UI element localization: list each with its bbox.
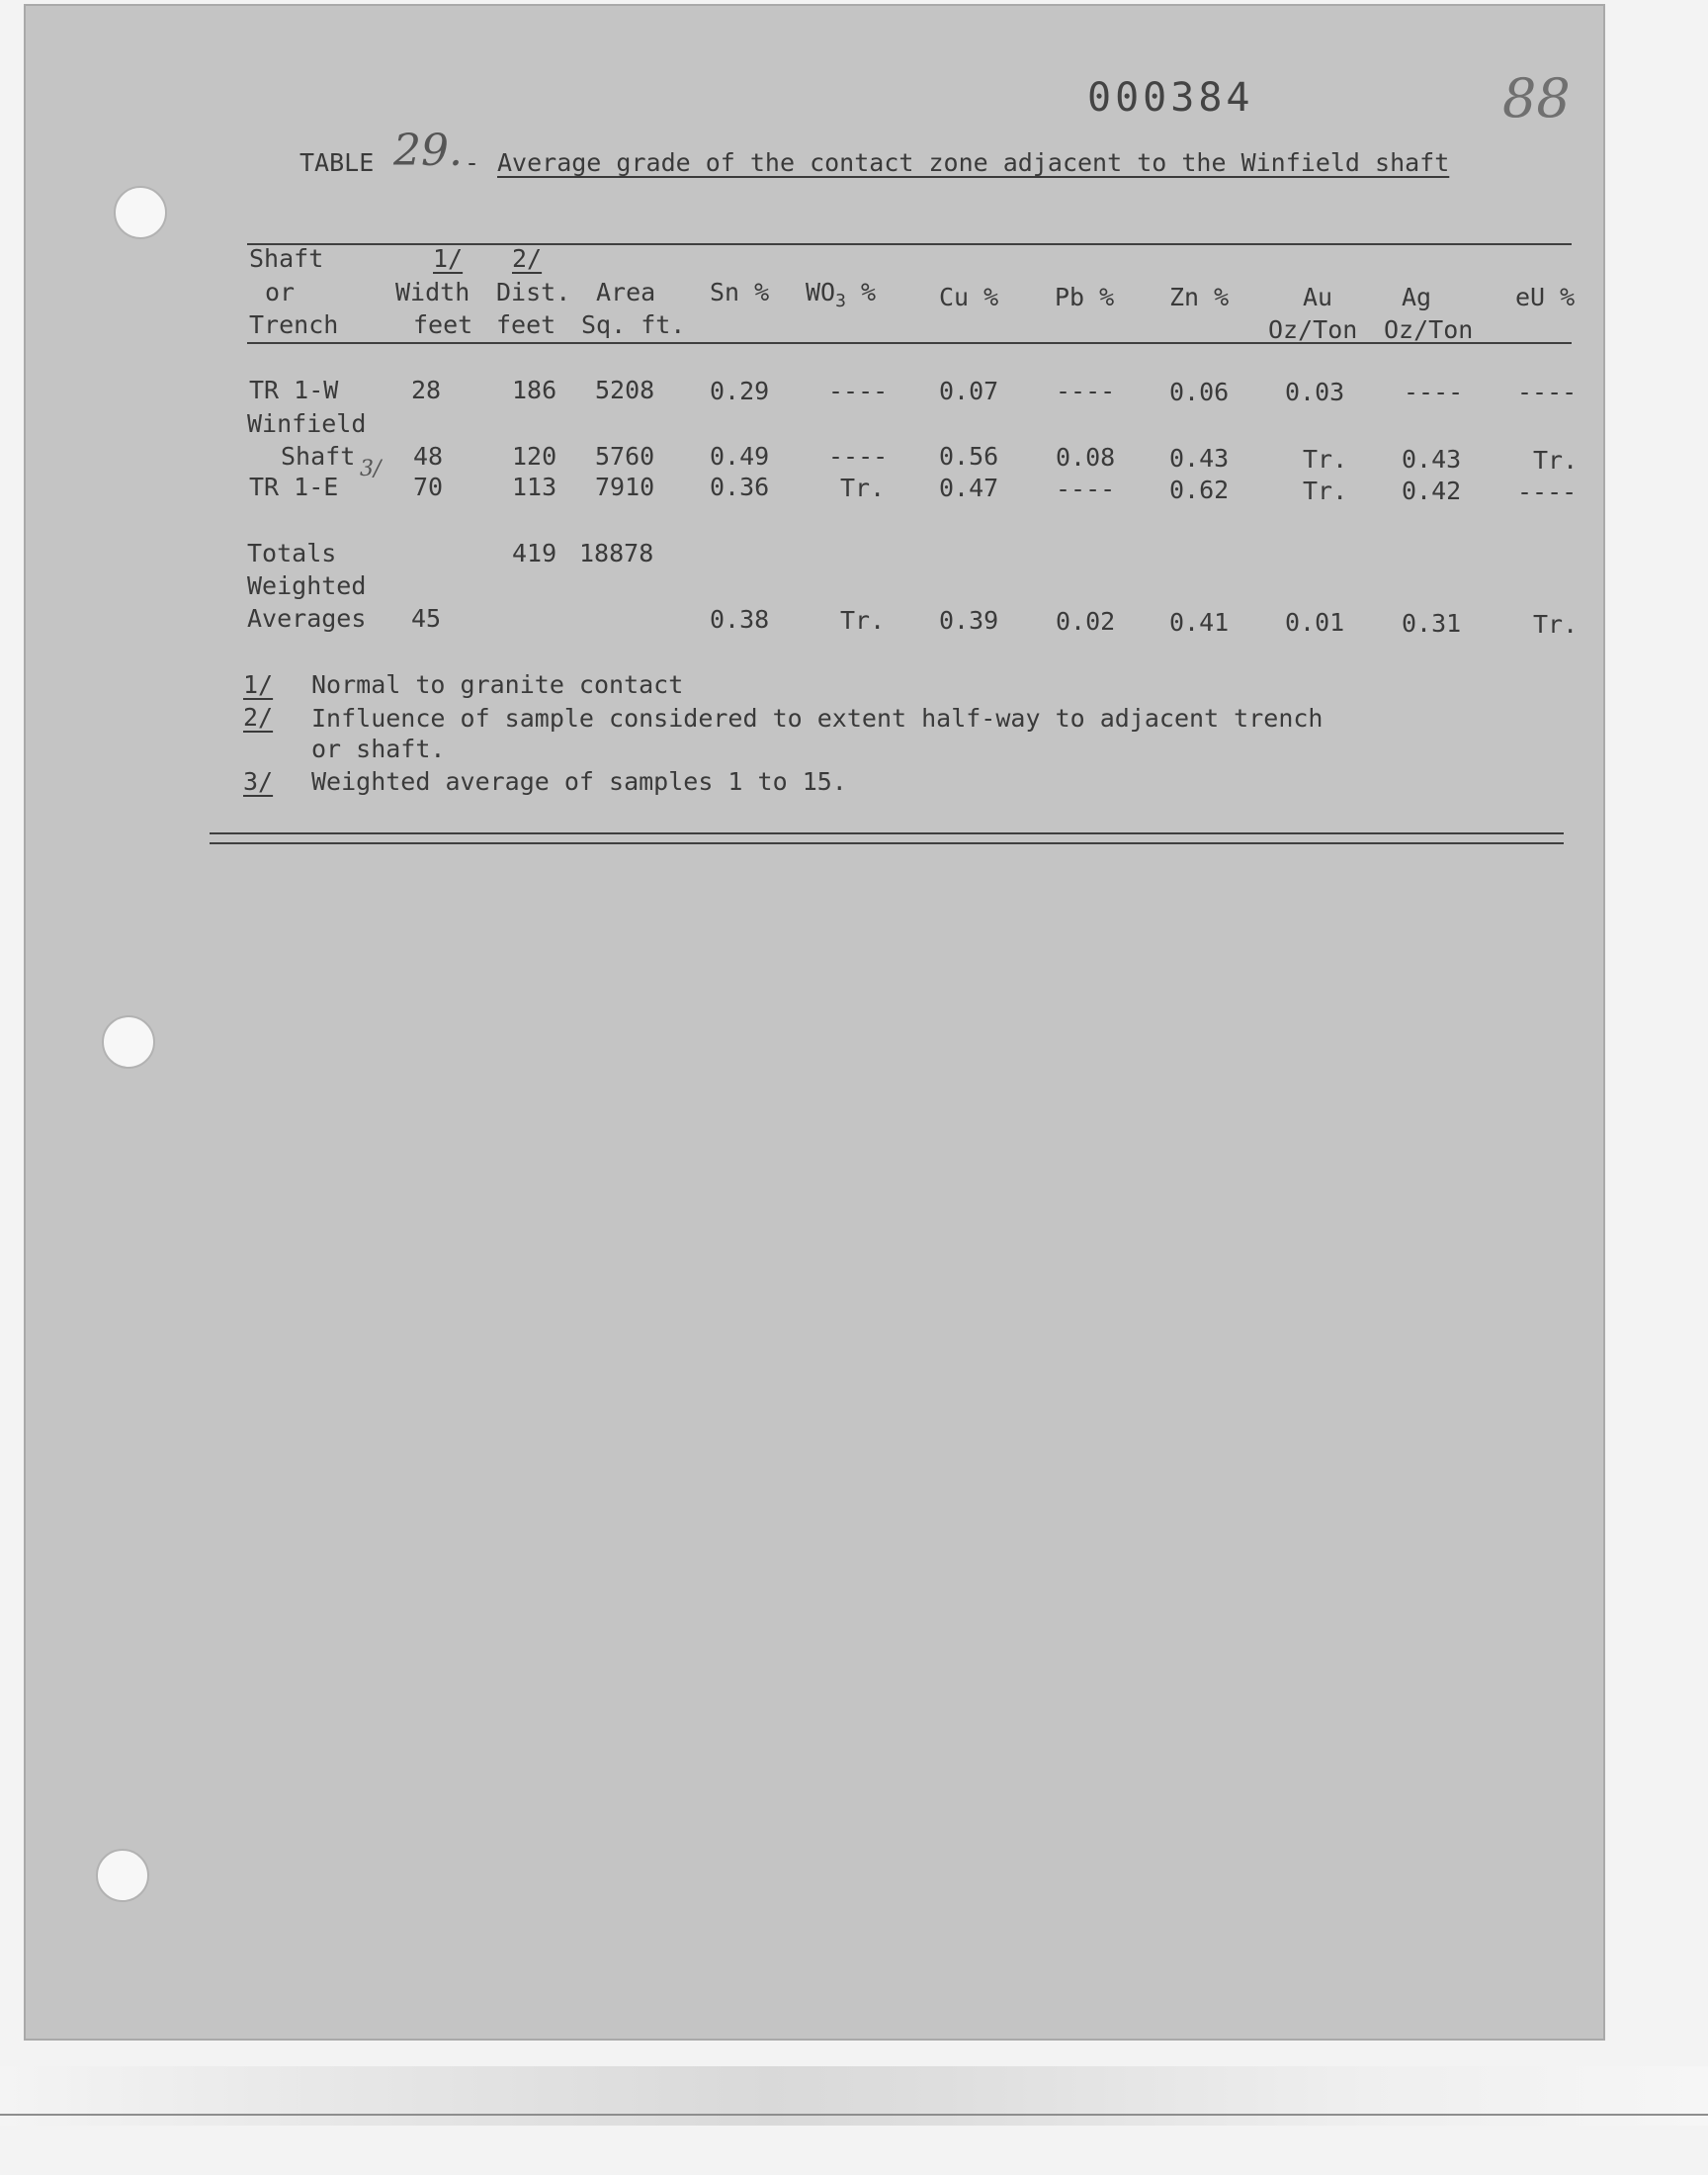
- cell-width: 70: [413, 473, 444, 501]
- header-sn: Sn %: [710, 278, 770, 306]
- footnote-text: Weighted average of samples 1 to 15.: [311, 767, 847, 796]
- header-dist-unit: feet: [496, 310, 556, 339]
- cell-width: 48: [413, 442, 444, 471]
- table-label: TABLE: [299, 148, 375, 177]
- header-area-unit: Sq. ft.: [581, 310, 686, 339]
- cell-eu: Tr.: [1533, 446, 1579, 475]
- header-au-unit: Oz/Ton: [1268, 315, 1358, 344]
- cell-zn: 0.06: [1169, 378, 1230, 406]
- page-number: 88: [1502, 67, 1571, 130]
- avg-width: 45: [411, 604, 442, 633]
- punch-hole: [114, 186, 167, 239]
- cell-wo3: ----: [828, 377, 889, 405]
- closing-rule-top: [210, 832, 1564, 834]
- totals-dist: 419: [512, 539, 557, 567]
- cell-area: 5760: [595, 442, 655, 471]
- cell-au: 0.03: [1285, 378, 1345, 406]
- row-name: Winfield: [247, 409, 367, 438]
- header-area: Area: [596, 278, 656, 306]
- punch-hole: [96, 1849, 149, 1902]
- cell-au: Tr.: [1303, 445, 1348, 474]
- header-ag: Ag: [1402, 283, 1432, 311]
- row-name: TR 1-W: [249, 376, 339, 404]
- cell-eu: ----: [1517, 378, 1578, 406]
- cell-sn: 0.49: [710, 442, 770, 471]
- header-eu: eU %: [1515, 283, 1576, 311]
- footnote-mark: 2/: [243, 703, 274, 732]
- avg-ag: 0.31: [1402, 609, 1462, 638]
- punch-hole: [102, 1015, 155, 1069]
- header-ag-unit: Oz/Ton: [1384, 315, 1474, 344]
- header-shaft: Shaft: [249, 244, 324, 273]
- cell-pb: 0.08: [1056, 443, 1116, 472]
- averages-label: Averages: [247, 604, 367, 633]
- footnote-mark: 3/: [243, 767, 274, 796]
- avg-au: 0.01: [1285, 608, 1345, 637]
- cell-wo3: ----: [828, 442, 889, 471]
- cell-sn: 0.29: [710, 377, 770, 405]
- weighted-label: Weighted: [247, 571, 367, 600]
- cell-au: Tr.: [1303, 477, 1348, 505]
- header-pb: Pb %: [1055, 283, 1115, 311]
- avg-pb: 0.02: [1056, 607, 1116, 636]
- table-title: Average grade of the contact zone adjacent to the Winfield shaft: [497, 148, 1450, 177]
- avg-eu: Tr.: [1533, 610, 1579, 639]
- footnote-text: Normal to granite contact: [311, 670, 684, 699]
- header-au: Au: [1303, 283, 1333, 311]
- cell-cu: 0.07: [939, 377, 999, 405]
- header-bottom-rule: [247, 342, 1572, 344]
- totals-area: 18878: [579, 539, 654, 567]
- cell-width: 28: [411, 376, 442, 404]
- row-name-continued: Shaft: [281, 442, 356, 471]
- row-footnote-mark: 3/: [360, 457, 382, 481]
- avg-cu: 0.39: [939, 606, 999, 635]
- cell-pb: ----: [1056, 475, 1116, 503]
- footnote-mark: 1/: [243, 670, 274, 699]
- cell-zn: 0.43: [1169, 444, 1230, 473]
- cell-pb: ----: [1056, 377, 1116, 405]
- document-stamp-number: 000384: [1087, 75, 1254, 121]
- avg-zn: 0.41: [1169, 608, 1230, 637]
- closing-rule-bottom: [210, 842, 1564, 844]
- row-name: TR 1-E: [249, 473, 339, 501]
- header-or: or: [265, 278, 296, 306]
- scanner-edge: [0, 2066, 1708, 2126]
- header-dist: Dist.: [496, 278, 571, 306]
- cell-eu: ----: [1517, 478, 1578, 506]
- cell-cu: 0.47: [939, 474, 999, 502]
- totals-label: Totals: [247, 539, 337, 567]
- cell-area: 7910: [595, 473, 655, 501]
- cell-dist: 186: [512, 376, 557, 404]
- avg-sn: 0.38: [710, 605, 770, 634]
- header-zn: Zn %: [1169, 283, 1230, 311]
- scanner-edge-line: [0, 2114, 1708, 2116]
- cell-area: 5208: [595, 376, 655, 404]
- title-separator: -: [465, 148, 480, 177]
- table-number: 29.: [393, 126, 463, 176]
- cell-zn: 0.62: [1169, 476, 1230, 504]
- cell-wo3: Tr.: [840, 474, 886, 502]
- footnote-text-continued: or shaft.: [311, 735, 446, 763]
- header-wo3: $WO_3$ %: [806, 278, 877, 311]
- avg-wo3: Tr.: [840, 606, 886, 635]
- header-width: Width: [395, 278, 470, 306]
- cell-ag: ----: [1404, 378, 1464, 406]
- cell-sn: 0.36: [710, 473, 770, 501]
- header-trench: Trench: [249, 310, 339, 339]
- cell-dist: 113: [512, 473, 557, 501]
- header-cu: Cu %: [939, 283, 999, 311]
- cell-ag: 0.42: [1402, 477, 1462, 505]
- cell-cu: 0.56: [939, 442, 999, 471]
- cell-dist: 120: [512, 442, 557, 471]
- header-width-unit: feet: [413, 310, 473, 339]
- cell-ag: 0.43: [1402, 445, 1462, 474]
- header-dist-note: 2/: [512, 244, 543, 273]
- header-width-note: 1/: [433, 244, 464, 273]
- footnote-text: Influence of sample considered to extent half-way to adjacent trench: [311, 704, 1324, 733]
